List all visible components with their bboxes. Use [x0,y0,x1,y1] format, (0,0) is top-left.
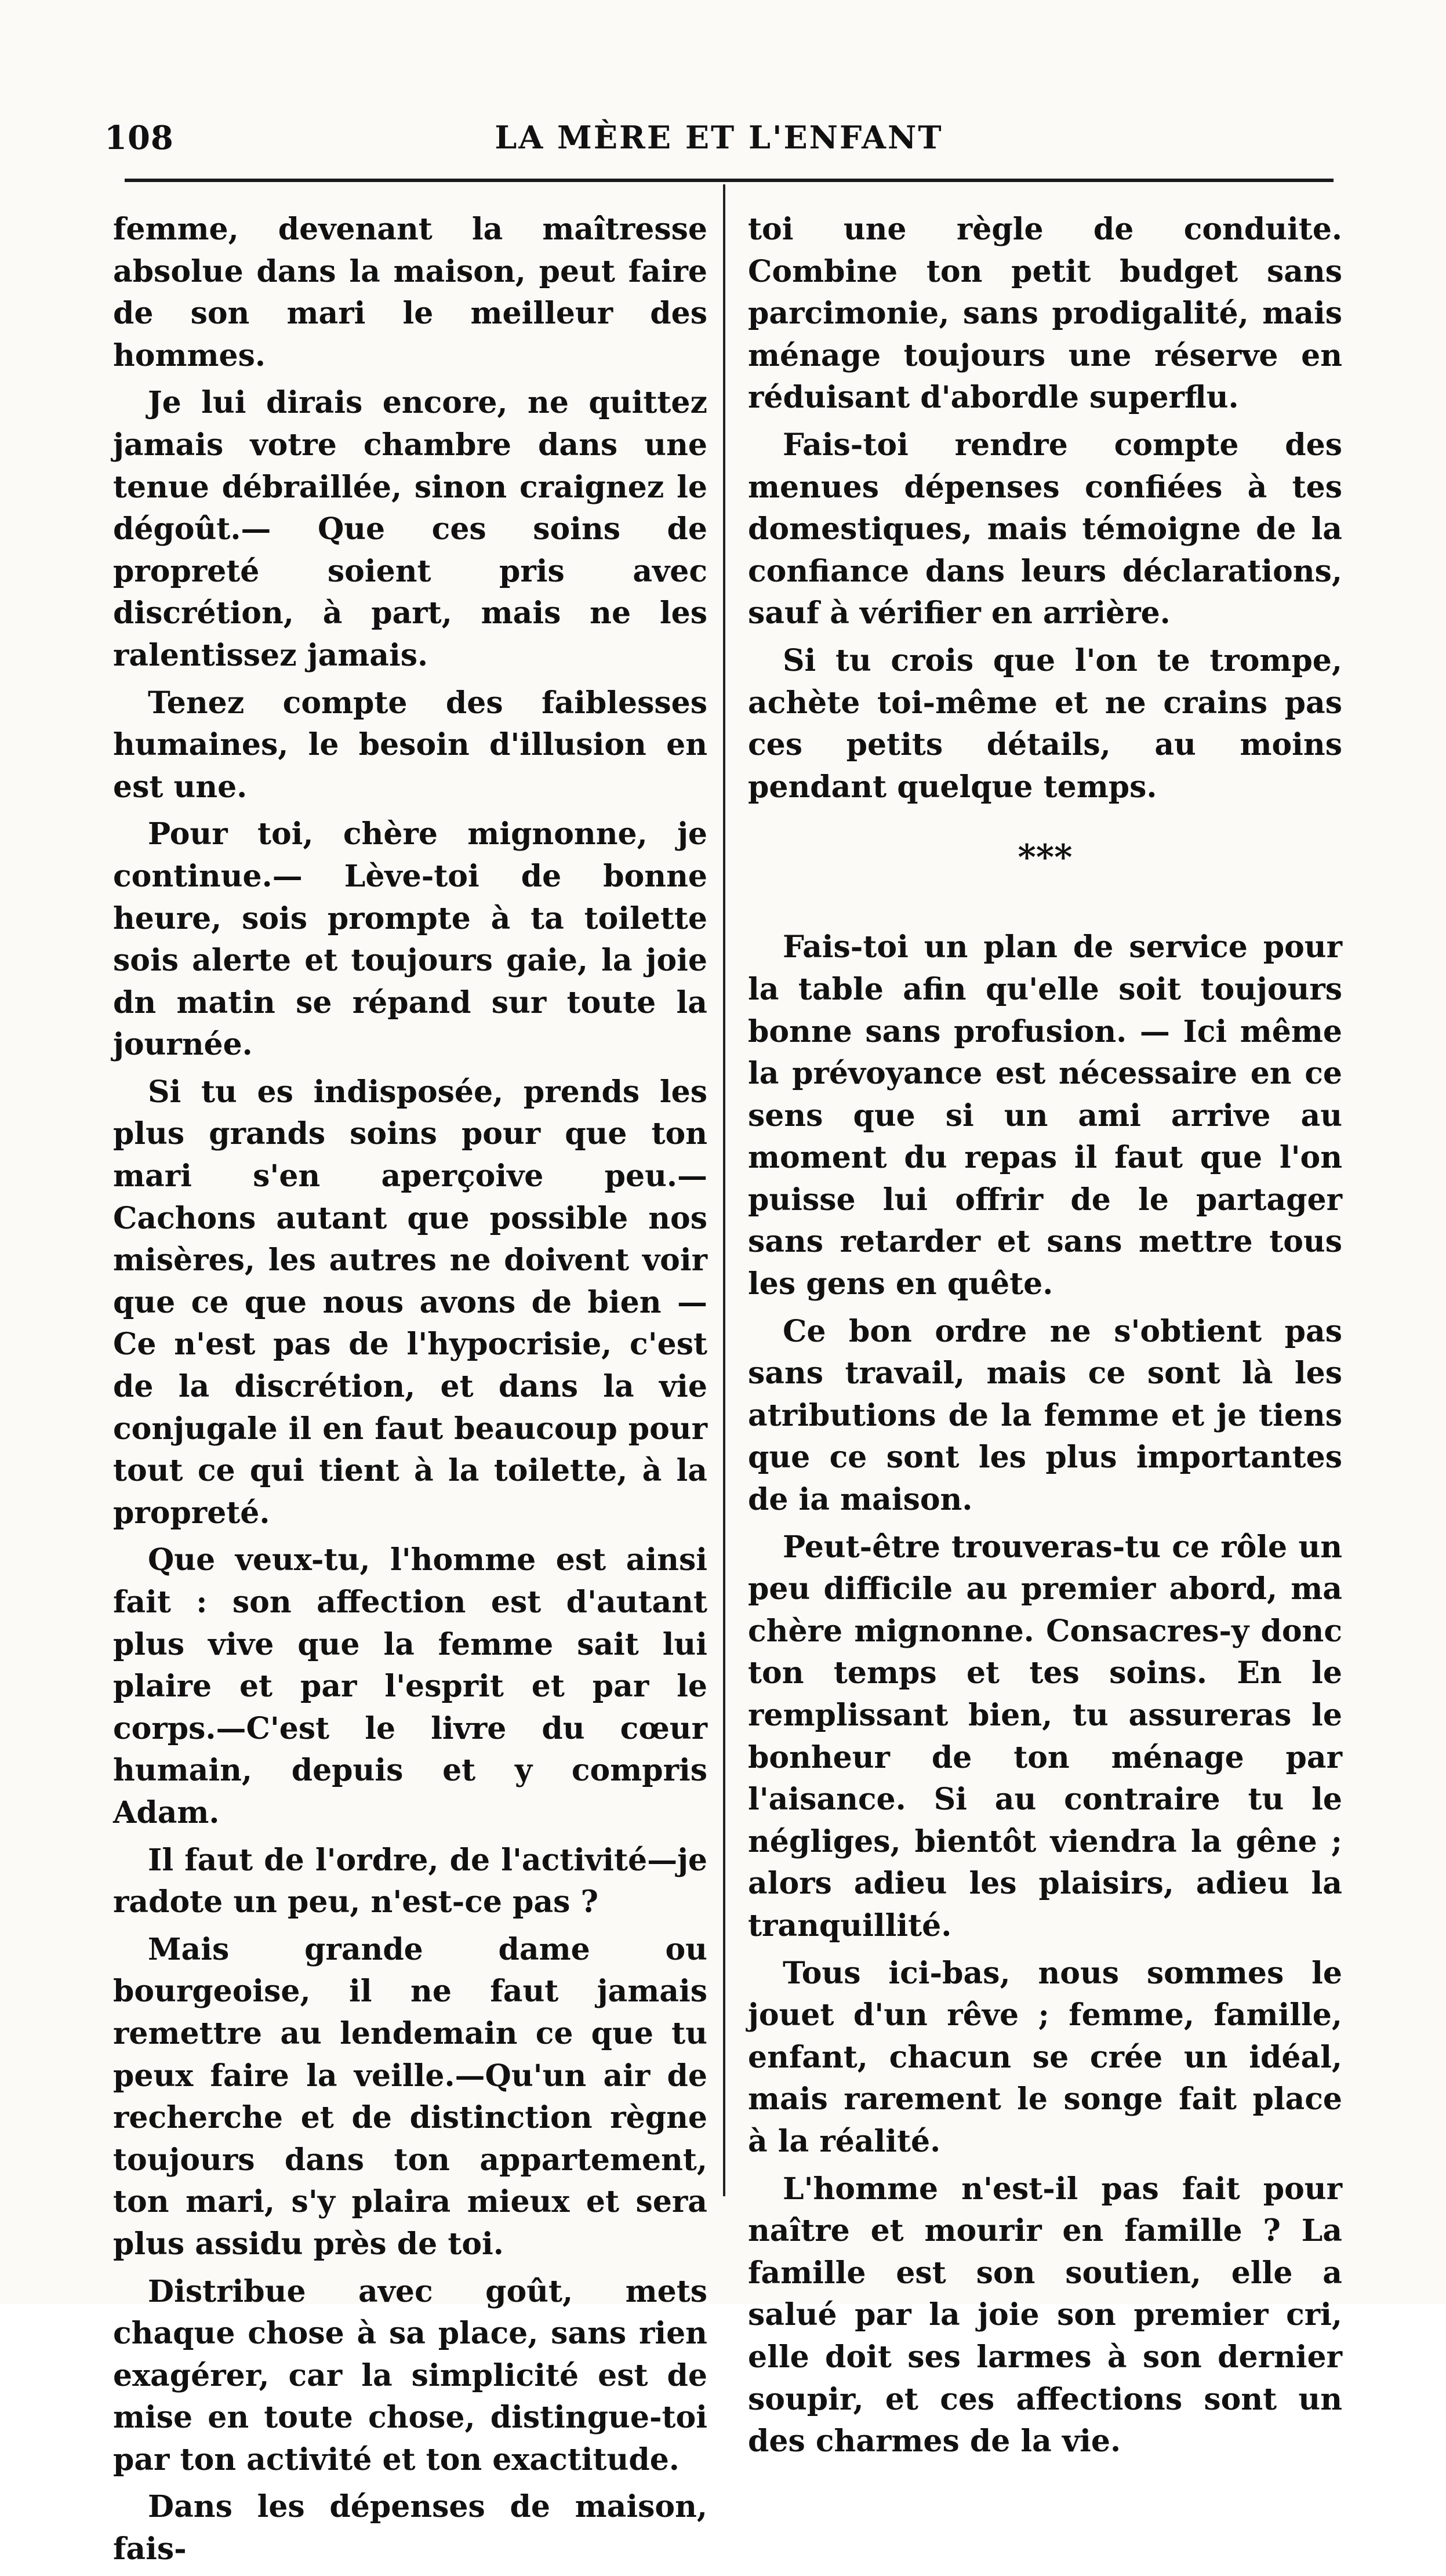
right-column [748,209,1342,2468]
running-title: LA MÈRE ET L'ENFANT [495,119,943,156]
left-column [113,209,707,2576]
paragraph: femme, devenant la maîtresse absolue dans la maison, peut faire de son mari le meilleur des hommes. [113,212,707,373]
page-number: 108 [104,119,174,157]
paragraph: Que veux-tu, l'homme est ainsi fait : son affection est d'autant plus vive que la femme sait lui plaire et par l'esprit et par le corps.—C'est le livre du cœur humain, depuis et y compris Adam. [113,1542,707,1830]
paragraph: Il faut de l'ordre, de l'activité—je radote un peu, n'est-ce pas ? [113,1842,707,1920]
section-ornament: *** [1018,837,1073,878]
paragraph: Pour toi, chère mignonne, je continue.— Lève-toi de bonne heure, sois prompte à ta toilette sois alerte et toujours gaie, la joie dn matin se répand sur toute la journée. [113,816,707,1063]
paragraph: Si tu es indisposée, prends les plus grands soins pour que ton mari s'en aperçoive peu.— Cachons autant que possible nos misères, les autres ne doivent voir que ce que nous avons de bien —Ce n'est pas de l'hypocrisie, c'est de la discrétion, et dans la vie conjugale il en faut beaucoup pour tout ce qui tient à la toilette, à la propreté. [113,1074,707,1531]
paragraph: Mais grande dame ou bourgeoise, il ne faut jamais remettre au lendemain ce que tu peux faire la veille.—Qu'un air de recherche et de distinction règne toujours dans ton appartement, ton mari, s'y plaira mieux et sera plus assidu près de toi. [113,1931,707,2262]
paragraph: Dans les dépenses de maison, fais- [113,2489,707,2567]
paragraph: Fais-toi un plan de service pour la table afin qu'elle soit toujours bonne sans profusion. — Ici même la prévoyance est nécessaire en ce sens que si un ami arrive au moment du repas il faut que l'on puisse lui offrir de le partager sans retarder et sans mettre tous les gens en quête. [748,929,1342,1302]
paragraph: Tous ici-bas, nous sommes le jouet d'un rêve ; femme, famille, enfant, chacun se crée un idéal, mais rarement le songe fait place à la réalité. [748,1955,1342,2159]
paragraph: Ce bon ordre ne s'obtient pas sans travail, mais ce sont là les atributions de la femme et je tiens que ce sont les plus importantes de ia maison. [748,1313,1342,1518]
paragraph: Je lui dirais encore, ne quittez jamais votre chambre dans une tenue débraillée, sinon craignez le dégoût.— Que ces soins de propreté soient pris avec discrétion, à part, mais ne les ralentissez jamais. [113,385,707,673]
running-head [104,119,1334,171]
paragraph: Peut-être trouveras-tu ce rôle un peu difficile au premier abord, ma chère mignonne. Consacres-y donc ton temps et tes soins. En le remplissant bien, tu assureras le bonheur de ton ménage par l'aisance. Si au contraire tu le négliges, bientôt viendra la gêne ; alors adieu les plaisirs, adieu la tranquillité. [748,1529,1342,1943]
header-rule [125,179,1334,182]
column-divider [723,184,725,2196]
paragraph: Distribue avec goût, mets chaque chose à sa place, sans rien exagérer, car la simplicité est de mise en toute chose, distingue-toi par ton activité et ton exactitude. [113,2273,707,2477]
paragraph: Si tu crois que l'on te trompe, achète toi-même et ne crains pas ces petits détails, au moins pendant quelque temps. [748,642,1342,805]
paragraph: Tenez compte des faiblesses humaines, le besoin d'illusion en est une. [113,685,707,805]
paragraph: toi une règle de conduite. Combine ton petit budget sans parcimonie, sans prodigalité, mais ménage toujours une réserve en réduisant d'abordle superflu. [748,212,1342,416]
paragraph: L'homme n'est-il pas fait pour naître et mourir en famille ? La famille est son soutien, elle a salué par la joie son premier cri, elle doit ses larmes à son dernier soupir, et ces affections sont un des charmes de la vie. [748,2171,1342,2459]
paragraph: Fais-toi rendre compte des menues dépenses confiées à tes domestiques, mais témoigne de la confiance dans leurs déclarations, sauf à vérifier en arrière. [748,427,1342,631]
